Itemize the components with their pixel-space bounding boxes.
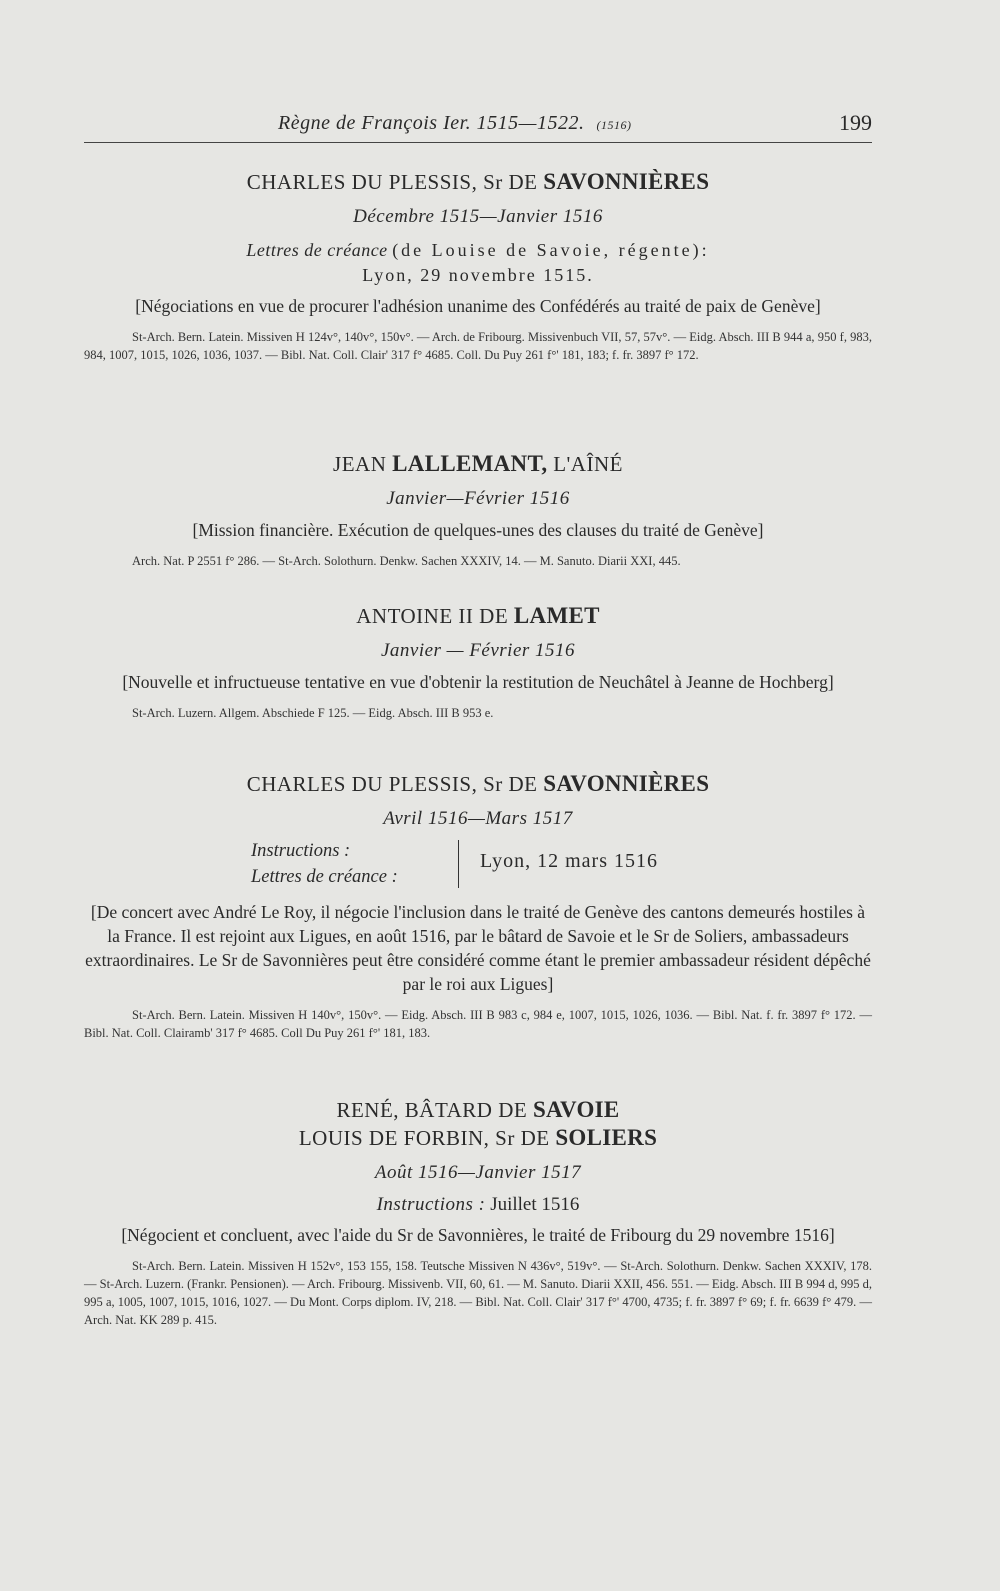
- entry-lamet: [84, 602, 872, 722]
- heading-suffix: L'AÎNÉ: [553, 452, 623, 476]
- instructions-place-date: Lyon, 12 mars 1516: [480, 850, 658, 872]
- credentials-detail: (de Louise de Savoie, régente):: [392, 240, 710, 260]
- entry-savonnieres-2: [84, 770, 872, 1042]
- entry-heading-1: [84, 1096, 872, 1124]
- entry-savonnieres-1: [84, 168, 872, 364]
- brace-divider: [458, 840, 465, 888]
- heading-name: ANTOINE II DE: [356, 604, 509, 628]
- heading-name: CHARLES DU PLESSIS, Sr DE: [246, 170, 538, 194]
- instructions-date: Juillet 1516: [490, 1194, 580, 1215]
- heading-surname: LAMET: [513, 603, 600, 628]
- entry-heading: [84, 602, 872, 630]
- entry-description: [Mission financière. Exécution de quelques-unes des clauses du traité de Genève]: [192, 520, 764, 540]
- heading-name: CHARLES DU PLESSIS, Sr DE: [246, 772, 538, 796]
- instructions-label: Instructions :: [251, 841, 351, 861]
- year-note: (1516): [596, 118, 632, 132]
- entry-description: [De concert avec André Le Roy, il négocie l'inclusion dans le traité de Genève des cantons demeurés hostiles à la France. Il est rejoint aux Ligues, en août 1516, par le bâtard de Savoie et le Sr de Soliers, ambassadeurs extraordinaires. Le Sr de Savonnières peut être considéré comme étant le premier ambassadeur résident dépêché par le roi aux Ligues]: [85, 902, 871, 994]
- instructions-label: Instructions :: [376, 1194, 486, 1215]
- credentials-label: Lettres de créance: [246, 240, 388, 260]
- heading-surname: SAVONNIÈRES: [543, 169, 710, 194]
- credentials-label: Lettres de créance :: [251, 867, 398, 887]
- entry-dates: Août 1516—Janvier 1517: [374, 1162, 582, 1183]
- instructions-labels: [251, 838, 459, 890]
- entry-dates: Décembre 1515—Janvier 1516: [353, 206, 603, 227]
- heading-surname: SAVONNIÈRES: [543, 771, 710, 796]
- heading-surname: SAVOIE: [532, 1097, 620, 1122]
- entry-sources: St-Arch. Bern. Latein. Missiven H 152v°, 153 155, 158. Teutsche Missiven N 436v°, 519v°. — St-Arch. Solothurn. Denkw. Sachen XXXIV, 178. — St-Arch. Luzern. (Frankr. Pensionen). — Arch. Fribourg. Missivenb. VII, 60, 61. — M. Sanuto. Diarii XXII, 456. 551. — Eidg. Absch. III B 994 d, 995 d, 995 a, 1005, 1007, 1015, 1016, 1027. — Du Mont. Corps diplom. IV, 218. — Bibl. Nat. Coll. Clair' 317 f°' 4700, 4735; f. fr. 3897 f° 69; f. fr. 6639 f° 479. — Arch. Nat. KK 289 p. 415.: [84, 1259, 872, 1327]
- entry-sources: St-Arch. Luzern. Allgem. Abschiede F 125. — Eidg. Absch. III B 953 e.: [132, 706, 494, 720]
- running-title: [278, 112, 631, 135]
- credentials-place-date: Lyon, 29 novembre 1515.: [362, 265, 594, 285]
- entry-heading: [84, 168, 872, 196]
- entry-description: [Nouvelle et infructueuse tentative en vue d'obtenir la restitution de Neuchâtel à Jeanne de Hochberg]: [122, 672, 834, 692]
- heading-surname: SOLIERS: [555, 1125, 658, 1150]
- entry-heading: [84, 770, 872, 798]
- entry-dates: Janvier — Février 1516: [380, 640, 576, 661]
- credentials-line: [84, 238, 872, 263]
- entry-description: [Négocient et concluent, avec l'aide du Sr de Savonnières, le traité de Fribourg du 29 novembre 1516]: [121, 1225, 835, 1245]
- entry-sources: St-Arch. Bern. Latein. Missiven H 124v°, 140v°, 150v°. — Arch. de Fribourg. Missivenbuch VII, 57, 57v°. — Eidg. Absch. III B 944 a, 950 f, 983, 984, 1007, 1015, 1026, 1036, 1037. — Bibl. Nat. Coll. Clair' 317 f° 4685. Coll. Du Puy 261 f°' 181, 183; f. fr. 3897 f° 172.: [84, 330, 872, 362]
- heading-name: JEAN: [333, 452, 387, 476]
- heading-surname: LALLEMANT,: [392, 451, 548, 476]
- running-title-text: Règne de François Ier. 1515—1522.: [278, 112, 585, 134]
- entry-sources: Arch. Nat. P 2551 f° 286. — St-Arch. Solothurn. Denkw. Sachen XXXIV, 14. — M. Sanuto. Diarii XXI, 445.: [132, 554, 681, 568]
- entry-heading: [84, 450, 872, 478]
- entry-description: [Négociations en vue de procurer l'adhésion unanime des Confédérés au traité de paix de Genève]: [135, 296, 821, 316]
- instructions-line: [84, 1192, 872, 1217]
- instructions-block: [84, 838, 872, 894]
- entry-heading-2: [84, 1124, 872, 1152]
- entry-dates: Avril 1516—Mars 1517: [383, 808, 573, 829]
- entry-dates: Janvier—Février 1516: [386, 488, 570, 509]
- entry-lallemant: [84, 450, 872, 570]
- heading-name: RENÉ, BÂTARD DE: [336, 1098, 528, 1122]
- page-number: 199: [839, 110, 872, 135]
- running-header: [84, 108, 872, 143]
- entry-savoie-soliers: [84, 1096, 872, 1329]
- heading-name: LOUIS DE FORBIN, Sr DE: [298, 1126, 550, 1150]
- entry-sources: St-Arch. Bern. Latein. Missiven H 140v°, 150v°. — Eidg. Absch. III B 983 c, 984 e, 1007, 1015, 1026, 1036. — Bibl. Nat. f. fr. 3897 f° 172. — Bibl. Nat. Coll. Clairamb' 317 f° 4685. Coll Du Puy 261 f°' 181, 183.: [84, 1008, 872, 1040]
